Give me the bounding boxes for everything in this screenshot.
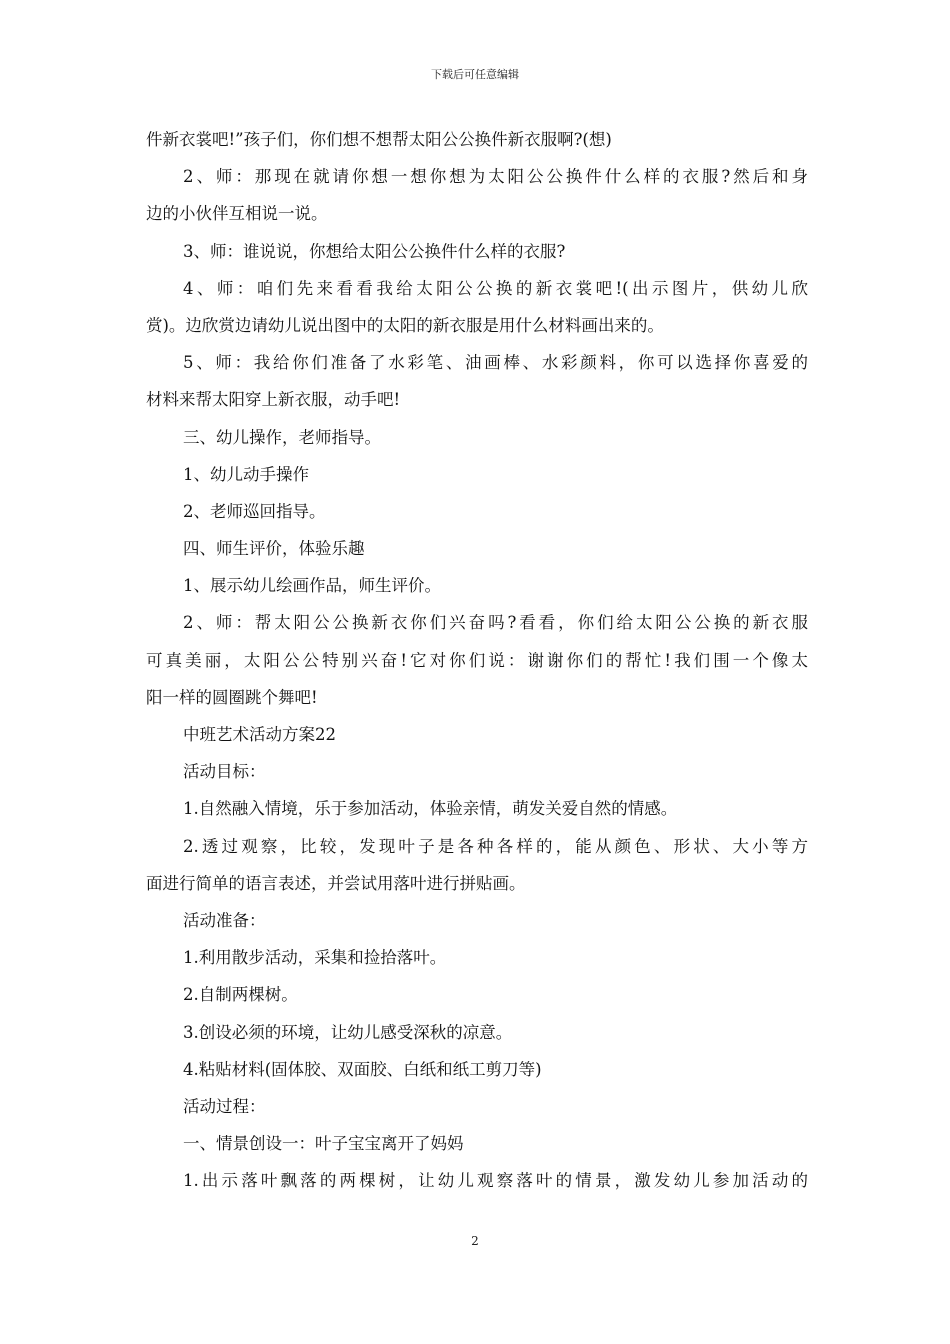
text-line: 5、师：我给你们准备了水彩笔、油画棒、水彩颜料，你可以选择你喜爱的 bbox=[183, 353, 808, 373]
text-line: 3、师：谁说说，你想给太阳公公换件什么样的衣服? bbox=[183, 241, 566, 261]
text-line: 1.出示落叶飘落的两棵树，让幼儿观察落叶的情景，激发幼儿参加活动的 bbox=[183, 1171, 808, 1191]
text-line: 面进行简单的语言表述，并尝试用落叶进行拼贴画。 bbox=[146, 873, 526, 893]
text-line: 活动过程： bbox=[183, 1096, 266, 1116]
text-line: 中班艺术活动方案22 bbox=[183, 725, 336, 744]
text-line: 4.粘贴材料(固体胶、双面胶、白纸和纸工剪刀等) bbox=[183, 1059, 542, 1079]
text-line: 边的小伙伴互相说一说。 bbox=[146, 204, 328, 224]
text-line: 3.创设必须的环境，让幼儿感受深秋的凉意。 bbox=[183, 1022, 513, 1042]
text-line: 活动目标： bbox=[183, 762, 266, 782]
text-line: 件新衣裳吧!”孩子们，你们想不想帮太阳公公换件新衣服啊?(想) bbox=[146, 130, 612, 149]
text-line: 1.利用散步活动，采集和捡拾落叶。 bbox=[183, 948, 447, 968]
text-line: 1、展示幼儿绘画作品，师生评价。 bbox=[183, 576, 441, 596]
document-body bbox=[146, 121, 808, 1199]
text-line: 阳一样的圆圈跳个舞吧! bbox=[146, 687, 318, 707]
text-line: 可真美丽，太阳公公特别兴奋!它对你们说：谢谢你们的帮忙!我们围一个像太 bbox=[146, 650, 808, 670]
text-line: 2.透过观察，比较，发现叶子是各种各样的，能从颜色、形状、大小等方 bbox=[183, 836, 808, 856]
text-line: 4、师：咱们先来看看我给太阳公公换的新衣裳吧!(出示图片，供幼儿欣 bbox=[183, 278, 808, 298]
text-line: 材料来帮太阳穿上新衣服，动手吧! bbox=[146, 390, 401, 410]
text-line: 一、情景创设一：叶子宝宝离开了妈妈 bbox=[183, 1134, 464, 1154]
text-line: 1、幼儿动手操作 bbox=[183, 464, 309, 484]
text-line: 2、师：帮太阳公公换新衣你们兴奋吗?看看，你们给太阳公公换的新衣服 bbox=[183, 613, 808, 633]
text-line: 赏)。边欣赏边请幼儿说出图中的太阳的新衣服是用什么材料画出来的。 bbox=[146, 315, 664, 335]
text-line: 活动准备： bbox=[183, 910, 266, 930]
text-line: 2、师：那现在就请你想一想你想为太阳公公换件什么样的衣服?然后和身 bbox=[183, 167, 808, 187]
page-number: 2 bbox=[471, 1234, 479, 1248]
text-line: 2.自制两棵树。 bbox=[183, 985, 298, 1005]
text-line: 2、老师巡回指导。 bbox=[183, 501, 326, 521]
text-line: 三、幼儿操作，老师指导。 bbox=[183, 427, 381, 447]
page-header: 下载后可任意编辑 bbox=[431, 68, 519, 81]
text-line: 四、师生评价，体验乐趣 bbox=[183, 539, 365, 559]
text-line: 1.自然融入情境，乐于参加活动，体验亲情，萌发关爱自然的情感。 bbox=[183, 799, 678, 819]
